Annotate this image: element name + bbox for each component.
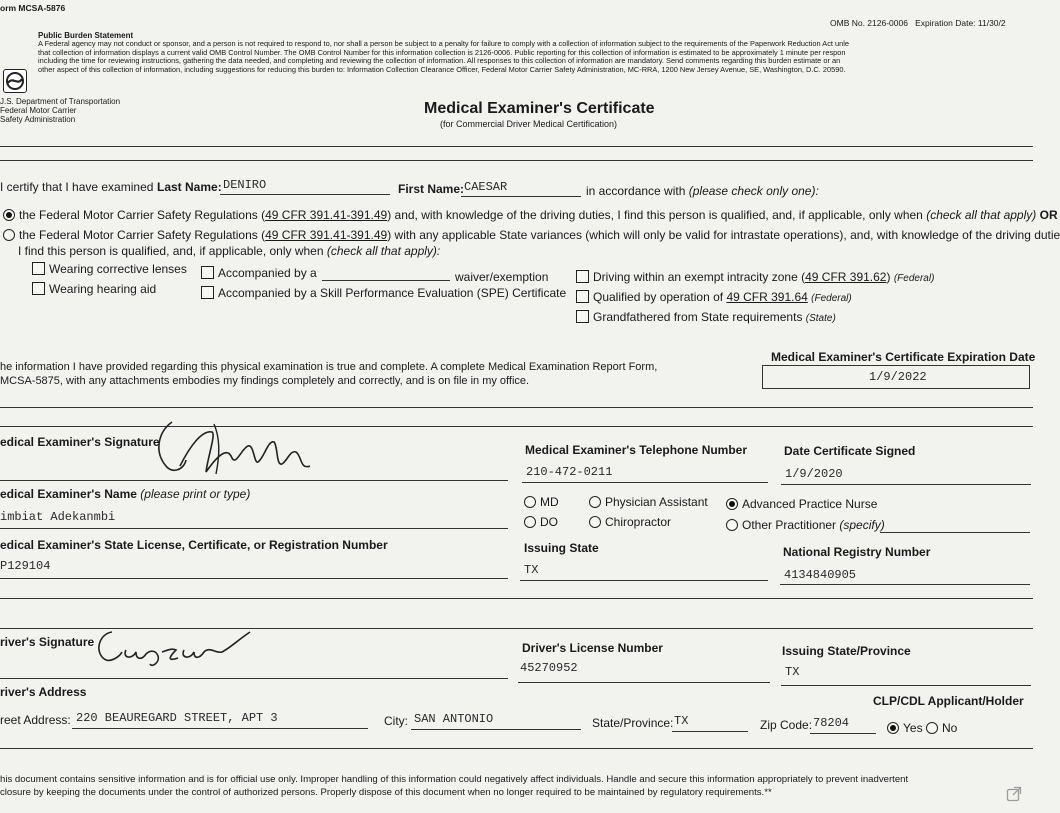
street-value[interactable]: 220 BEAUREGARD STREET, APT 3 — [76, 711, 278, 725]
province-value[interactable]: TX — [674, 714, 689, 728]
confidentiality-notice: his document contains sensitive information and is for official use only. Improper handling of this information could negatively affect individuals. Handle and secure this information appropriately to prevent inadvertent closure by keeping the documents under the control of authorized persons. Properly dispose of this document when no longer required to be maintained by regulatory requirements.** — [0, 774, 909, 798]
clp-yes-radio[interactable]: Yes — [887, 721, 923, 735]
external-link-icon[interactable] — [1006, 786, 1022, 802]
examiner-signature-image — [150, 412, 330, 482]
dot-logo-icon — [3, 69, 27, 93]
issuing-state-label: Issuing State — [524, 541, 599, 555]
form-id: orm MCSA-5876 — [0, 3, 66, 13]
expiration-date-value: 1/9/2022 — [869, 370, 927, 384]
hearing-aid-checkbox[interactable]: Wearing hearing aid — [32, 282, 156, 296]
state-variance-radio[interactable] — [3, 229, 15, 241]
zip-value[interactable]: 78204 — [813, 716, 850, 730]
driver-address-label: river's Address — [0, 685, 87, 699]
province-label: State/Province: — [592, 716, 674, 730]
registry-value[interactable]: 4134840905 — [784, 568, 857, 582]
federal-radio[interactable] — [3, 209, 15, 221]
driver-license-value[interactable]: 45270952 — [520, 661, 578, 675]
qualified-operation-checkbox[interactable]: Qualified by operation of 49 CFR 391.64 (Federal) — [576, 290, 852, 304]
chiropractor-radio[interactable]: Chiropractor — [589, 515, 671, 529]
cfr-link: 49 CFR 391.41-391.49 — [265, 208, 388, 222]
first-name-label: First Name: — [398, 182, 465, 196]
driver-signature-image — [92, 624, 292, 672]
accordance-text: in accordance with (please check only one): — [586, 184, 819, 198]
zip-label: Zip Code: — [760, 718, 813, 732]
option-federal[interactable]: the Federal Motor Carrier Safety Regulations (49 CFR 391.41-391.49) and, with knowledge of the driving duties, I find this person is qualified, and, if applicable, only when (check all that apply) OR — [3, 208, 1058, 222]
option-state-line2: I find this person is qualified, and, if applicable, only when (check all that apply): — [18, 244, 441, 258]
registry-label: National Registry Number — [783, 545, 931, 559]
date-signed-value[interactable]: 1/9/2020 — [785, 467, 843, 481]
omb-number: OMB No. 2126-0006 Expiration Date: 11/30/2 — [830, 18, 1006, 28]
driver-state-value[interactable]: TX — [785, 665, 800, 679]
corrective-lenses-checkbox[interactable]: Wearing corrective lenses — [32, 262, 187, 276]
street-label: reet Address: — [0, 713, 71, 727]
expiration-date-box[interactable] — [762, 365, 1030, 389]
md-radio[interactable]: MD — [524, 495, 559, 509]
burden-statement: A Federal agency may not conduct or sponsor, and a person is not required to respond to, nor shall a person be subject to a penalty for failure to comply with a collection of information subject to the requirements of the Paperwork Reduction Act unle that collection of information displays a current valid OMB Control Number. The OMB Control Number for this information collection is 2126-0006. Public reporting for this collection of information is estimated to be approximately 1 minute per respon including the time for reviewing instructions, gathering the data needed, and completing and reviewing the collection of information. All responses to this collection of information are mandatory. Send comments regarding this burden estimate or an other aspect of this collection of information, including suggestions for reducing this burden to: Information Collection Clearance Officer, Federal Motor Carrier Safety Administration, MC-RRA, 1200 New Jersey Avenue, SE, Washington, D.C. 20590. — [38, 39, 849, 74]
option-state-variance[interactable]: the Federal Motor Carrier Safety Regulations (49 CFR 391.41-391.49) with any applicable State variances (which will only be valid for intrastate operations), and, with knowledge of the driving dutie — [3, 228, 1060, 242]
examiner-name-value[interactable]: imbiat Adekanmbi — [0, 510, 116, 524]
burden-title: Public Burden Statement — [38, 31, 134, 40]
phone-label: Medical Examiner's Telephone Number — [525, 443, 748, 457]
expiration-label: Medical Examiner's Certificate Expiration Date — [771, 350, 1036, 364]
date-signed-label: Date Certificate Signed — [784, 444, 916, 458]
city-label: City: — [384, 714, 408, 728]
other-practitioner-radio[interactable]: Other Practitioner (specify) — [726, 518, 885, 532]
accompanied-checkbox[interactable]: Accompanied by a — [201, 266, 317, 280]
clp-label: CLP/CDL Applicant/Holder — [873, 694, 1024, 708]
expiration-date: Expiration Date: 11/30/2 — [915, 18, 1006, 28]
cfr-link-2: 49 CFR 391.41-391.49 — [265, 228, 388, 242]
first-name-value[interactable]: CAESAR — [464, 180, 508, 194]
driver-signature-label: river's Signature — [0, 635, 95, 649]
spe-checkbox[interactable]: Accompanied by a Skill Performance Evaluation (SPE) Certificate — [201, 286, 566, 300]
driver-state-label: Issuing State/Province — [782, 644, 911, 658]
certificate-title: Medical Examiner's Certificate — [424, 100, 655, 117]
examiner-name-label: edical Examiner's Name (please print or type) — [0, 487, 251, 501]
physician-assistant-radio[interactable]: Physician Assistant — [589, 495, 708, 509]
clp-no-radio[interactable]: No — [926, 721, 957, 735]
city-value[interactable]: SAN ANTONIO — [414, 712, 494, 726]
examiner-signature-label: edical Examiner's Signature — [0, 435, 160, 449]
do-radio[interactable]: DO — [524, 515, 558, 529]
certificate-subtitle: (for Commercial Driver Medical Certification) — [440, 119, 618, 129]
driver-license-label: Driver's License Number — [522, 641, 663, 655]
last-name-value[interactable]: DENIRO — [223, 178, 267, 192]
agency-name: J.S. Department of Transportation Federal Motor Carrier Safety Administration — [0, 97, 121, 124]
waiver-label: waiver/exemption — [455, 270, 549, 284]
attestation-statement: he information I have provided regarding this physical examination is true and complete. A complete Medical Examination Report Form, MCSA-5875, with any attachments embodies my findings completely and correctly, and is on file in my office. — [0, 361, 658, 387]
advanced-practice-nurse-radio[interactable]: Advanced Practice Nurse — [726, 497, 877, 511]
last-name-label: Last Name: — [157, 180, 222, 194]
license-label: edical Examiner's State License, Certificate, or Registration Number — [0, 538, 388, 552]
grandfathered-checkbox[interactable]: Grandfathered from State requirements (State) — [576, 310, 836, 324]
intracity-checkbox[interactable]: Driving within an exempt intracity zone (49 CFR 391.62) (Federal) — [576, 270, 934, 284]
license-value[interactable]: P129104 — [0, 559, 51, 573]
certify-prefix: I certify that I have examined — [0, 180, 154, 194]
phone-value[interactable]: 210-472-0211 — [526, 465, 613, 479]
issuing-state-value[interactable]: TX — [524, 563, 539, 577]
